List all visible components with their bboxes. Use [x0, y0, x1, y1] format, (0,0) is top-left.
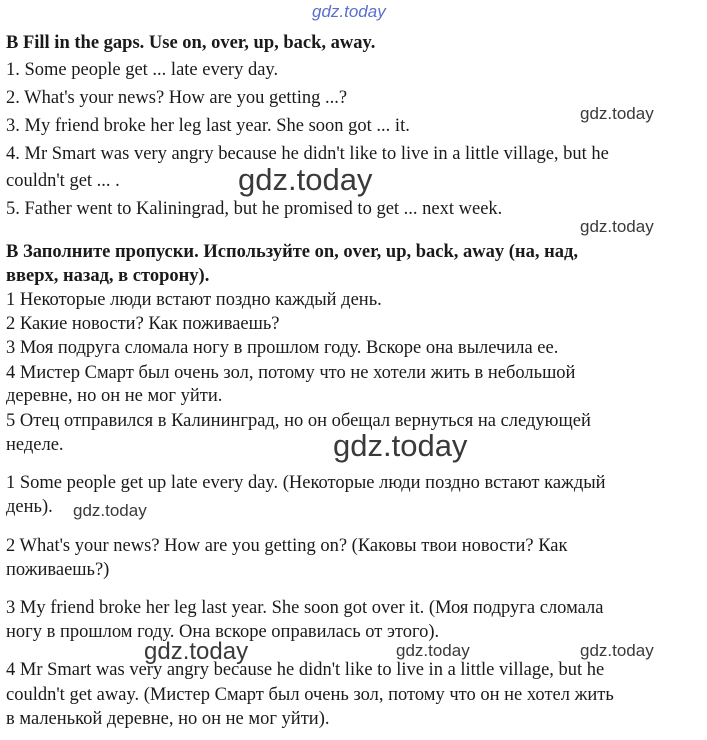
answer-line: couldn't get away. (Мистер Смарт был очень зол, потому что он не хотел жить: [6, 685, 614, 705]
task-ru-item: 2 Какие новости? Как поживаешь?: [6, 314, 280, 334]
task-en-heading: B Fill in the gaps. Use on, over, up, back, away.: [6, 33, 376, 53]
answer-line: в маленькой деревне, но он не мог уйти).: [6, 709, 330, 729]
task-en-item: 5. Father went to Kaliningrad, but he promised to get ... next week.: [6, 199, 503, 219]
task-en-item: 1. Some people get ... late every day.: [6, 60, 279, 80]
answer-line: ногу в прошлом году. Она вскоре оправилась от этого).: [6, 622, 440, 642]
task-ru-heading: вверх, назад, в сторону).: [6, 266, 210, 286]
answer-line: день).: [6, 497, 53, 517]
task-en-item: 3. My friend broke her leg last year. She soon got ... it.: [6, 116, 410, 136]
task-ru-item: 4 Мистер Смарт был очень зол, потому что не хотели жить в небольшой: [6, 363, 576, 383]
watermark-medium: gdz.today: [144, 638, 249, 665]
answer-line: 4 Mr Smart was very angry because he didn't like to live in a little village, but he: [6, 660, 605, 680]
answer-line: 2 What's your news? How are you getting on? (Каковы твои новости? Как: [6, 536, 568, 556]
watermark-small: gdz.today: [580, 104, 654, 123]
task-ru-item: деревне, но он не мог уйти.: [6, 386, 223, 406]
task-ru-item: 1 Некоторые люди встают поздно каждый день.: [6, 290, 382, 310]
task-ru-item: неделе.: [6, 435, 64, 455]
answer-line: 3 My friend broke her leg last year. She soon got over it. (Моя подруга сломала: [6, 598, 604, 618]
watermark-small: gdz.today: [580, 217, 654, 236]
task-ru-heading: В Заполните пропуски. Используйте on, over, up, back, away (на, над,: [6, 242, 578, 262]
watermark-small: gdz.today: [73, 501, 147, 520]
task-en-item: couldn't get ... .: [6, 171, 120, 191]
watermark-small: gdz.today: [580, 641, 654, 660]
task-ru-item: 5 Отец отправился в Калининград, но он обещал вернуться на следующей: [6, 411, 591, 431]
task-en-item: 2. What's your news? How are you getting ...?: [6, 88, 348, 108]
watermark-top: gdz.today: [312, 2, 386, 21]
answer-line: поживаешь?): [6, 560, 110, 580]
watermark-small: gdz.today: [396, 641, 470, 660]
task-ru-item: 3 Моя подруга сломала ногу в прошлом году. Вскоре она вылечила ее.: [6, 338, 559, 358]
task-en-item: 4. Mr Smart was very angry because he didn't like to live in a little village, but he: [6, 144, 609, 164]
watermark-large: gdz.today: [238, 162, 373, 197]
watermark-large: gdz.today: [333, 428, 468, 463]
answer-line: 1 Some people get up late every day. (Некоторые люди поздно встают каждый: [6, 473, 606, 493]
